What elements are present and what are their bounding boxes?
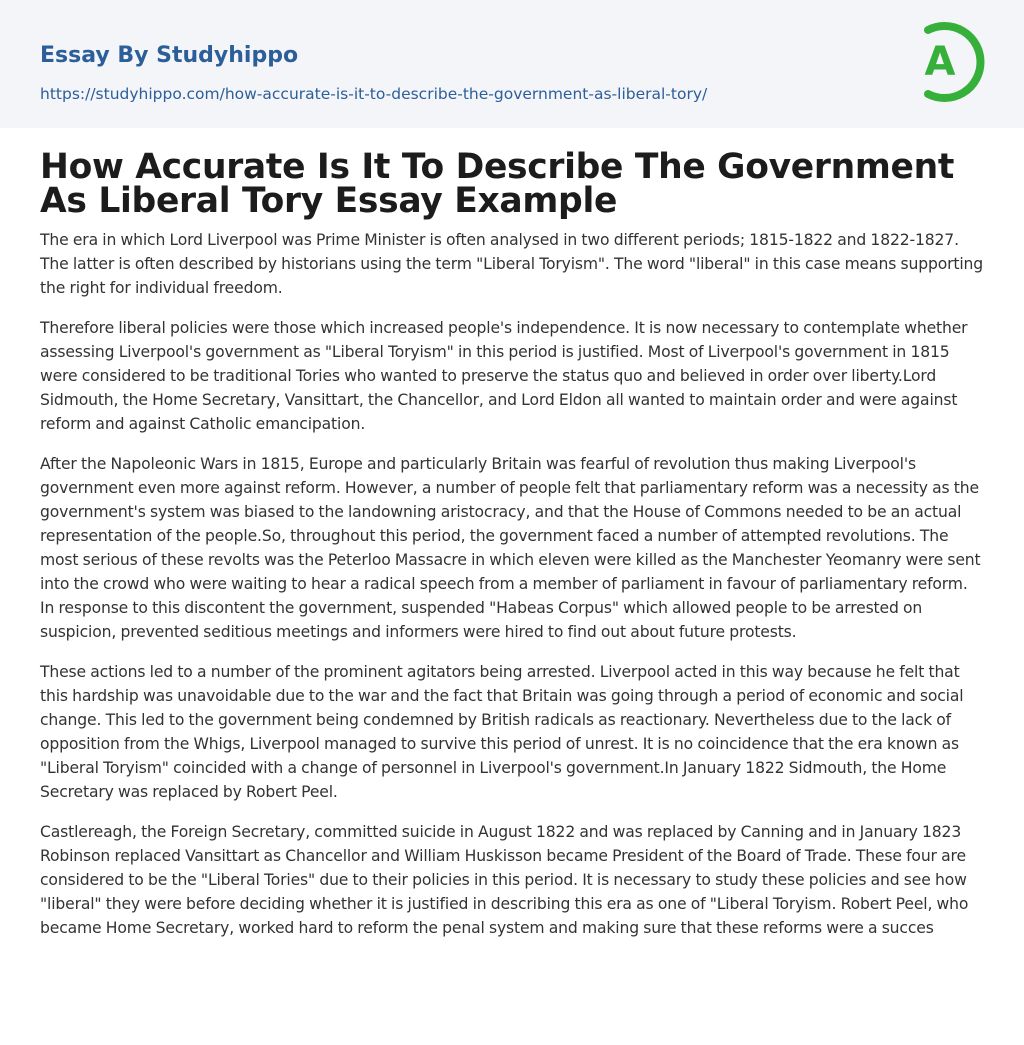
page-title: How Accurate Is It To Describe The Government As Liberal Tory Essay Example [40, 147, 955, 221]
article-header [40, 147, 990, 221]
site-header [0, 0, 1024, 128]
essay-paragraph: These actions led to a number of the prominent agitators being arrested. Liverpool acted in this way because he felt that this hardship was unavoidable due to the war and the fact that Britain was going through a period of economic and social change. This led to the government being condemned by British radicals as reactionary. Nevertheless due to the lack of opposition from the Whigs, Liverpool managed to survive this period of unrest. It is no coincidence that the era known as "Liberal Toryism" coincided with a change of personnel in Liverpool's government.In January 1822 Sidmouth, the Home Secretary was replaced by Robert Peel. [40, 663, 964, 801]
essay-paragraph: The era in which Lord Liverpool was Prime Minister is often analysed in two different periods; 1815-1822 and 1822-1827. The latter is often described by historians using the term "Liberal Toryism". The word "liberal" in this case means supporting the right for individual freedom. [40, 231, 984, 297]
essay-paragraph: Therefore liberal policies were those which increased people's independence. It is now necessary to contemplate whether assessing Liverpool's government as "Liberal Toryism" in this period is justified. Most of Liverpool's government in 1815 were considered to be traditional Tories who wanted to preserve the status quo and believed in order over liberty.Lord Sidmouth, the Home Secretary, Vansittart, the Chancellor, and Lord Eldon all wanted to maintain order and were against reform and against Catholic emancipation. [40, 319, 968, 433]
essay-body [40, 228, 986, 956]
site-title[interactable]: Essay By Studyhippo [40, 43, 299, 68]
studyhippo-logo-icon[interactable] [910, 18, 988, 106]
essay-paragraph: After the Napoleonic Wars in 1815, Europe and particularly Britain was fearful of revolution thus making Liverpool's government even more against reform. However, a number of people felt that parliamentary reform was a necessity as the government's system was biased to the landowning aristocracy, and that the House of Commons needed to be an actual representation of the people.So, throughout this period, the government faced a number of attempted revolutions. The most serious of these revolts was the Peterloo Massacre in which eleven were killed as the Manchester Yeomanry were sent into the crowd who were waiting to hear a radical speech from a member of parliament in favour of parliamentary reform. In response to this discontent the government, suspended "Habeas Corpus" which allowed people to be arrested on suspicion, prevented seditious meetings and informers were hired to find out about future protests. [40, 455, 981, 641]
article-url-link[interactable]: https://studyhippo.com/how-accurate-is-it-to-describe-the-government-as-liberal-tory/ [40, 85, 708, 103]
essay-paragraph: Castlereagh, the Foreign Secretary, committed suicide in August 1822 and was replaced by Canning and in January 1823 Robinson replaced Vansittart as Chancellor and William Huskisson became President of the Board of Trade. These four are considered to be the "Liberal Tories" due to their policies in this period. It is necessary to study these policies and see how "liberal" they were before deciding whether it is justified in describing this era as one of "Liberal Toryism. Robert Peel, who became Home Secretary, worked hard to reform the penal system and making sure that these reforms were a succes [40, 823, 969, 937]
logo-letter: A [924, 39, 956, 85]
